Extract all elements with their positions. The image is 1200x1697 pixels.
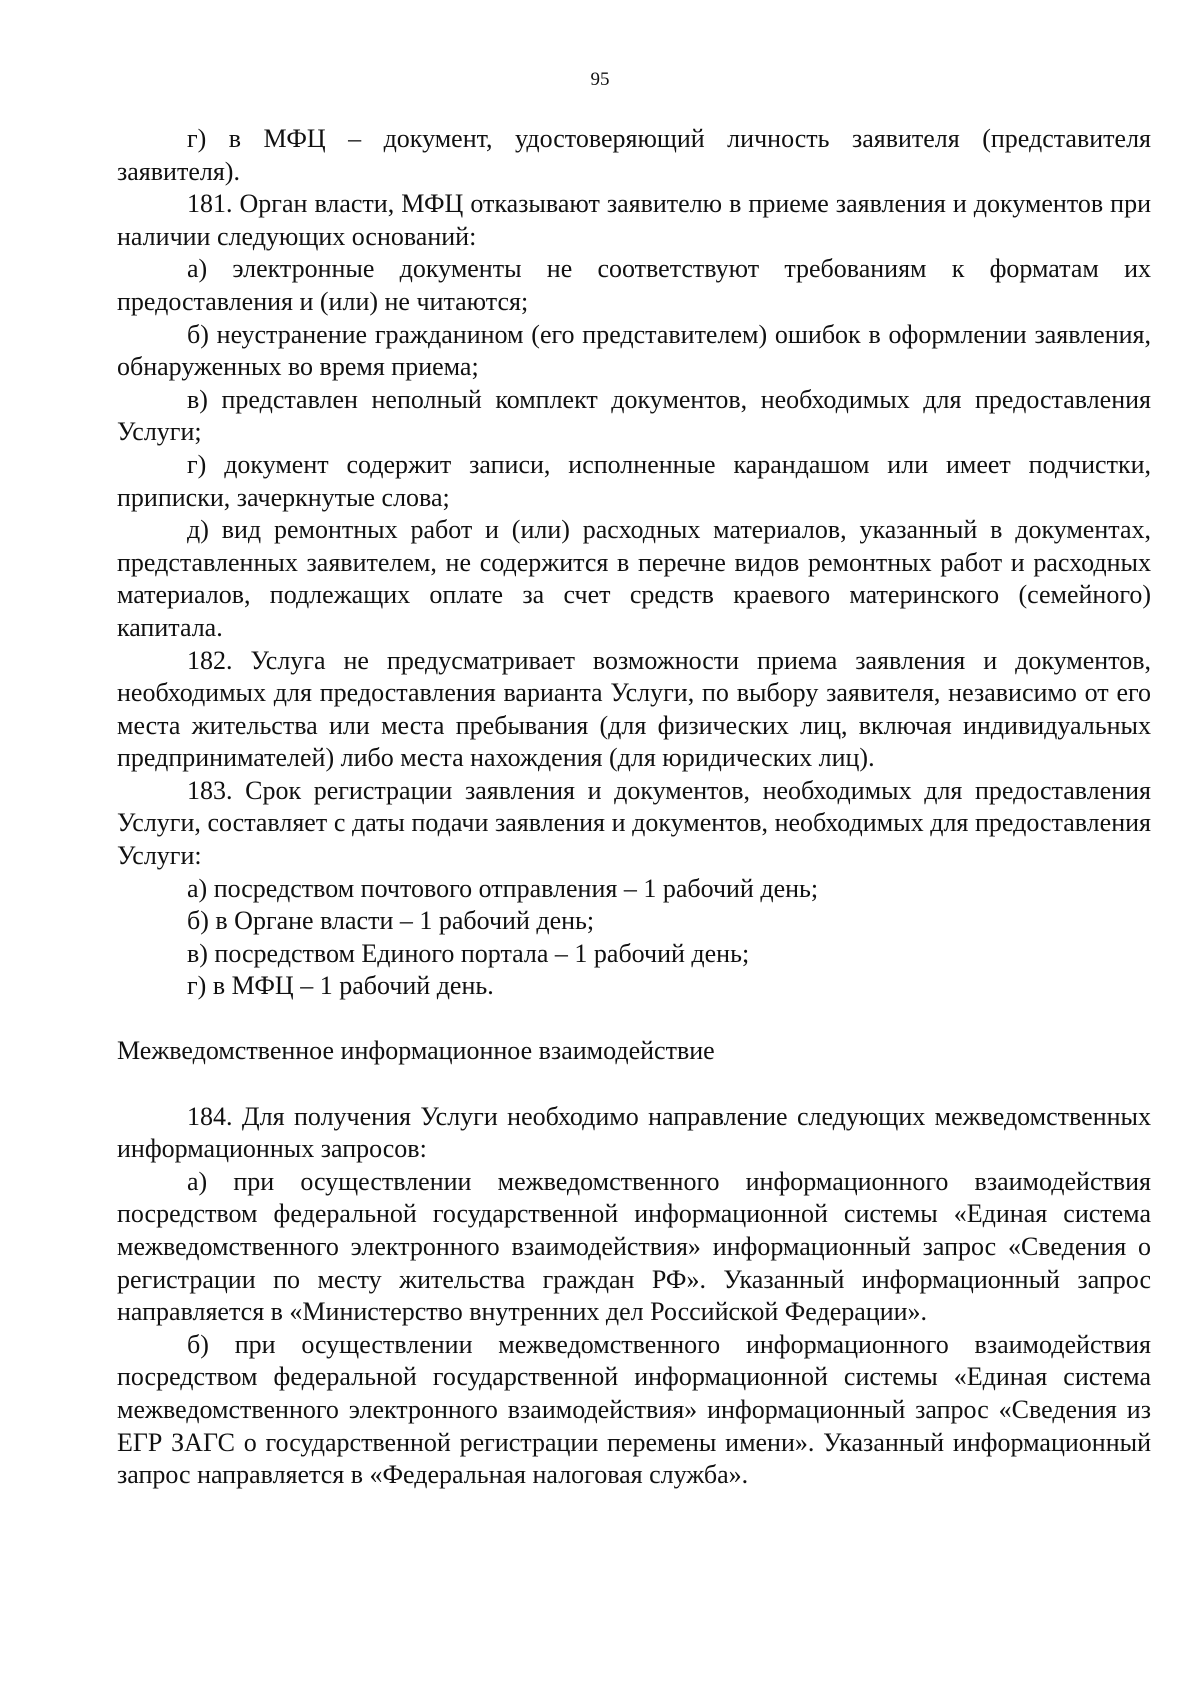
paragraph-181-v: в) представлен неполный комплект документов, необходимых для предоставления Услуги; — [117, 384, 1151, 447]
paragraph-183-g: г) в МФЦ – 1 рабочий день. — [187, 971, 494, 1001]
paragraph-182: 182. Услуга не предусматривает возможности приема заявления и документов, необходимых для предоставления варианта Услуги, по выбору заявителя, независимо от его места жительства или места пребывания (для физических лиц, включая индивидуальных предпринимателей) либо места нахождения (для юридических лиц). — [117, 645, 1151, 773]
paragraph-181-b: б) неустранение гражданином (его представителем) ошибок в оформлении заявления, обнаруженных во время приема; — [117, 319, 1151, 382]
section-heading: Межведомственное информационное взаимодействие — [117, 1036, 715, 1066]
paragraph-184-a: а) при осуществлении межведомственного информационного взаимодействия посредством федеральной государственной информационной системы «Единая система межведомственного электронного взаимодействия» информационный запрос «Сведения о регистрации по месту жительства граждан РФ». Указанный информационный запрос направляется в «Министерство внутренних дел Российской Федерации». — [117, 1166, 1151, 1327]
paragraph-181: 181. Орган власти, МФЦ отказывают заявителю в приеме заявления и документов при наличии следующих оснований: — [117, 189, 1151, 251]
paragraph-item-g-mfc-identity: г) в МФЦ – документ, удостоверяющий личность заявителя (представителя заявителя). — [117, 124, 1151, 186]
paragraph-183-a: а) посредством почтового отправления – 1 рабочий день; — [187, 873, 819, 903]
paragraph-181-a: а) электронные документы не соответствуют требованиям к форматам их предоставления и (или) не читаются; — [117, 254, 1151, 316]
paragraph-184-b: б) при осуществлении межведомственного информационного взаимодействия посредством федеральной государственной информационной системы «Единая система межведомственного электронного взаимодействия» информационный запрос «Сведения из ЕГР ЗАГС о государственной регистрации перемены имени». Указанный информационный запрос направляется в «Федеральная налоговая служба». — [117, 1329, 1151, 1490]
paragraph-183: 183. Срок регистрации заявления и документов, необходимых для предоставления Услуги, составляет с даты подачи заявления и документов, необходимых для предоставления Услуги: — [117, 775, 1151, 871]
paragraph-181-g: г) документ содержит записи, исполненные карандашом или имеет подчистки, приписки, зачеркнутые слова; — [117, 449, 1151, 512]
paragraph-183-b: б) в Органе власти – 1 рабочий день; — [187, 906, 595, 936]
document-body — [117, 123, 1151, 1492]
paragraph-184: 184. Для получения Услуги необходимо направление следующих межведомственных информационных запросов: — [117, 1101, 1151, 1164]
paragraph-183-v: в) посредством Единого портала – 1 рабочий день; — [187, 938, 750, 968]
page-number: 95 — [590, 69, 610, 90]
paragraph-181-d: д) вид ремонтных работ и (или) расходных материалов, указанный в документах, представленных заявителем, не содержится в перечне видов ремонтных работ и расходных материалов, подлежащих оплате за счет средств краевого материнского (семейного) капитала. — [117, 515, 1151, 642]
